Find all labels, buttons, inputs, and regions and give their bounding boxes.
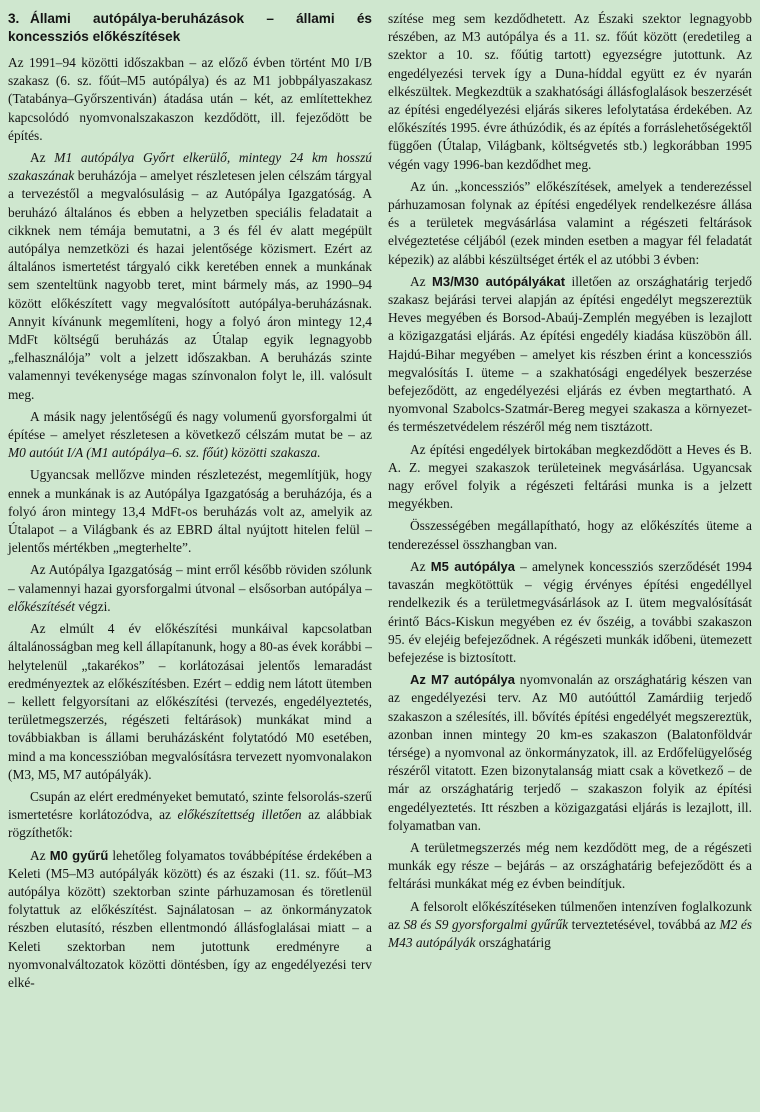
emphasis: előkészítését	[8, 598, 75, 614]
paragraph: Az ún. „koncessziós” előkészítések, amelyek a tenderezéssel párhuzamosan folynak az építési engedélyek rendelkezésre állása és a területek megvásárlása valamint a régészeti feltárások elvégeztetése céljából (ezek minden esetben a magyar fél feladatát képezik) az alábbi készültséget érték el az utóbbi 3 évben:	[388, 178, 752, 267]
paragraph: Az M1 autópálya Győrt elkerülő, mintegy 24 km hosszú szakaszának beruházója – amelyet részletesen jelen célszám tárgyal a tervezéstől a megvalósulásig – az Autópálya Igazgatóság. A beruházó általános és ebben a helyzetben speciális feladatait a cikknek nem témája bemutatni, a 3 és fél év alatt megépült autópálya nemzetközi és hazai jelentősége közismert. Ezért az általános ismertetést tárgyaló cikk keretében ennek a munkának sem szenteltünk nagyobb teret, mint bármely más, az 1990–94 között előkészített vagy megvalósított autópálya-beruházásnak. Annyit kívánunk megemlíteni, hogy a folyó áron mintegy 12,4 MdFt költségű beruházás az Útalap egyik legnagyobb „felhasználója” volt a jelzett időszakban. A beruházás szinte valamennyi tevékenysége magas színvonalon folyt le, ill. valósult meg.	[8, 150, 372, 402]
right-column	[388, 10, 752, 1112]
paragraph: Az elmúlt 4 év előkészítési munkáival kapcsolatban általánosságban meg kell állapítanunk, hogy a 80-as évek korábbi – helytelenül „takarékos” – korlátozásai jelentős lemaradást eredményeztek az előkészítésben. Ezért – eddig nem látott ütemben – kellett felgyorsítani az előkészítési (tervezés, engedélyeztetés, területmegszerzés, régészeti feltárások) munkákat mind a továbbiakban is állami beruházásként folytatódó M0 esetében, mind a ma koncesszióban megvalósításra tervezett nyomvonalakon (M3, M5, M7 autópályák).	[8, 621, 372, 782]
paragraph: Az építési engedélyek birtokában megkezdődött a Heves és B. A. Z. megyei szakaszok területeinek megvásárlása. Ugyancsak nagy erővel folyik a régészeti feltárási munka is a jelzett megyékben.	[388, 441, 752, 512]
left-column	[8, 10, 372, 1112]
paragraph: A másik nagy jelentőségű és nagy volumenű gyorsforgalmi út építése – amelyet részletesen a következő célszám mutat be – az M0 autóút I/A (M1 autópálya–6. sz. főút) közötti szakasza.	[8, 408, 372, 461]
section-title: Állami autópálya-beruházások – állami és koncessziós előkészítések	[8, 11, 372, 44]
paragraph: Összességében megállapítható, hogy az előkészítés üteme a tenderezéssel összhangban van.	[388, 518, 752, 552]
bold-term: M3/M30 autópályákat	[432, 273, 566, 289]
section-number: 3.	[8, 11, 20, 26]
paragraph: Az 1991–94 közötti időszakban – az előző évben történt M0 I/B szakasz (6. sz. főút–M5 autópálya) és az M1 jobbpályaszakasz (Tatabánya–Győrszentiván) átadása után – két, az említettekhez kapcsolódó nyomvonalszakaszon kezdődött, ill. fejeződött be építés.	[8, 55, 372, 143]
paragraph: szítése meg sem kezdődhetett. Az Északi szektor legnagyobb részében, az M3 autópálya és a 11. sz. főút között (eredetileg a szektor a 10. sz. főútig tartott) egyezségre jutottunk. Az engedélyezési tervek így a Duna-híddal együtt ez év nyarán elkészültek. Megkezdtük a szakhatósági állásfoglalások beszerzését az építési engedélyezési eljárás sikeres lefolytatása érdekében. Az előkészítés 1995. évre áthúzódik, és az építés a forráslehetőségektől függően (Útalap, Világbank, költségvetés stb.) legkorábban 1995 végén vagy 1996-ban kezdődhet meg.	[388, 11, 752, 172]
paragraph: Az M0 gyűrű lehetőleg folyamatos továbbépítése érdekében a Keleti (M5–M3 autópályák között) és az északi (11. sz. főút–M3 autópálya között) szektorban szinte párhuzamosan és töretlenül folytattuk az előkészítést. Sajnálatosan – az önkormányzatok részben elutasító, részben ellentmondó állásfoglalásai miatt – a Keleti szektorban nem jutottunk eredményre a nyomvonalváltozatok közötti döntésben, így az engedélyezési terv elké-	[8, 847, 372, 990]
paragraph: Az M3/M30 autópályákat illetően az országhatárig terjedő szakasz bejárási tervei alapján az építési engedélyt megszereztük Heves megyében és Borsod-Abaúj-Zemplén megyében is lezajlott a közigazgatási eljárás. Az építési engedély kiadása küszöbön áll. Hajdú-Bihar megyében – amelyet kis részben érint a koncessziós megvalósítás I. üteme – a szakhatósági engedélyek beszerzése befejeződött, az engedélyezési eljárás ez évben megtartható. A nyomvonal Szabolcs-Szatmár-Bereg megyei szakasza a környezet- és természetvédelem részéről még nem tisztázott.	[388, 273, 753, 435]
paragraph: Az M5 autópálya – amelynek koncessziós szerződését 1994 tavaszán megkötöttük – végig érvényes építési engedéllyel rendelkezik és a területmegvásárlások az I. ütem megvalósítását érintő Bács-Kiskun megyében ez év őszéig, a további szakaszon 95. év elejéig befejeződnek. A régészeti munkák időbeni, ütemezett befejezése is biztosított.	[388, 558, 752, 665]
bold-term: M0 gyűrű	[49, 847, 109, 863]
emphasis: előkészítettség illetően	[177, 807, 302, 823]
paragraph: A területmegszerzés még nem kezdődött meg, de a régészeti munkák egy része – bejárás – az országhatárig befejeződött és a feltárási munkákat még ez évben beindítjuk.	[388, 839, 752, 892]
paragraph: Az M7 autópálya nyomvonalán az országhatárig készen van az engedélyezési terv. Az M0 autóúttól Zamárdiig terjedő szakaszon a szélesítés, ill. bővítés építési engedélyét megszereztük, azonban innen mintegy 20 km-es szakaszon (Balatonföldvár térsége) a nyomvonal az önkormányzatok, ill. az Erdőfelügyelőség részéről vitatott. Ezen bizonytalanság miatt csak a következő – de már az országhatárig terjedő – szakaszon folyik az építési engedélyeztetés. Itt részben a közigazgatási eljárás is lezajlott, ill. folyamatban van.	[388, 672, 752, 833]
paragraph: Az Autópálya Igazgatóság – mint erről később röviden szólunk – valamennyi hazai gyorsforgalmi útvonal – elsősorban autópálya – előkészítését végzi.	[8, 562, 372, 614]
paragraph: Ugyancsak mellőzve minden részletezést, megemlítjük, hogy ennek a munkának is az Autópálya Igazgatóság a beruházója, és a folyó áron mintegy 13,4 MdFt-os beruházás volt az, amelyik az Útalapot – a Világbank és az EBRD által nyújtott hitelen felül – jelentős mértékben „megterhelte”.	[8, 467, 372, 556]
bold-term: M5 autópálya	[430, 558, 515, 574]
emphasis: M1 autópálya Győrt elkerülő, mintegy 24 km hosszú szakaszának	[8, 150, 372, 184]
paragraph: A felsorolt előkészítéseken túlmenően intenzíven foglalkozunk az S8 és S9 gyorsforgalmi gyűrűk terveztetésével, továbbá az M2 és M43 autópályák országhatárig	[388, 898, 752, 950]
emphasis: M2 és M43 autópályák	[388, 916, 752, 950]
emphasis: S8 és S9 gyorsforgalmi gyűrűk	[403, 916, 569, 932]
paragraph: Csupán az elért eredményeket bemutató, szinte felsorolás-szerű ismertetésre korlátozódva, az előkészítettség illetően az alábbiak rögzíthetők:	[8, 788, 372, 841]
emphasis: M0 autóút I/A (M1 autópálya–6. sz. főút) közötti szakasza.	[8, 445, 321, 461]
bold-term: Az M7 autópálya	[410, 672, 515, 688]
section-heading	[8, 10, 372, 46]
